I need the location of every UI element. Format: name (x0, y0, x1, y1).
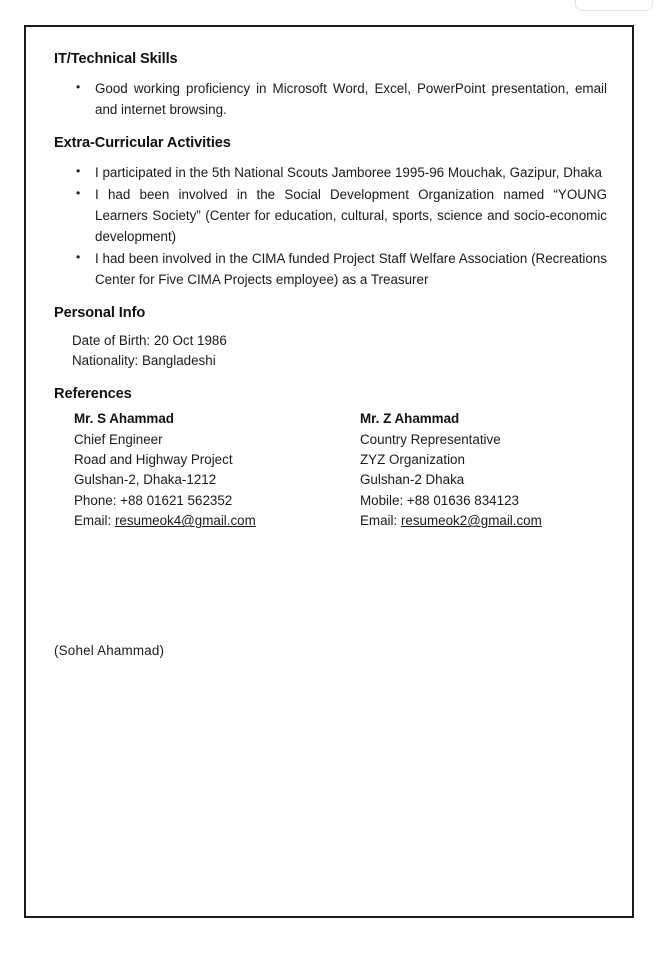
spacer (54, 321, 607, 331)
spacer (54, 121, 607, 135)
reference-organization: Road and Highway Project (74, 451, 233, 467)
list-item: • I had been involved in the Social Development Organization named “YOUNG Learners Society” (Center for education, cultural, sports, science and socio-economic development) (54, 184, 607, 247)
reference-phone: Mobile: +88 01636 834123 (360, 492, 519, 508)
spacer (54, 371, 607, 386)
heading-extra-curricular-activities: Extra-Curricular Activities (54, 134, 231, 151)
reference-entry-2 (360, 409, 640, 531)
list-item: • I had been involved in the CIMA funded Project Staff Welfare Association (Recreations Center for Five CIMA Projects employee) as a Treasurer (54, 248, 607, 290)
list-item: • I participated in the 5th National Scouts Jamboree 1995-96 Mouchak, Gazipur, Dhaka (54, 162, 607, 183)
heading-personal-info: Personal Info (54, 304, 146, 321)
list-item: • Good working proficiency in Microsoft Word, Excel, PowerPoint presentation, email and internet browsing. (54, 78, 607, 120)
document-page (24, 25, 634, 918)
heading-it-technical-skills: IT/Technical Skills (54, 51, 178, 67)
spacer (54, 291, 607, 305)
list-extra-curricular-activities (54, 162, 607, 290)
reference-entry-1 (74, 409, 354, 531)
reference-name: Mr. S Ahammad (74, 411, 174, 427)
document-content (54, 51, 607, 661)
reference-email-link[interactable]: resumeok4@gmail.com (114, 513, 256, 529)
reference-email-link[interactable]: resumeok2@gmail.com (400, 513, 542, 529)
reference-organization: ZYZ Organization (360, 451, 465, 467)
heading-references: References (54, 386, 132, 403)
reference-address: Gulshan-2, Dhaka-1212 (74, 472, 217, 488)
reference-email-row (360, 511, 640, 531)
spacer (54, 68, 607, 78)
personal-info-date-of-birth: Date of Birth: 20 Oct 1986 (72, 333, 227, 349)
signature-line: (Sohel Ahammad) (54, 643, 165, 659)
personal-info-nationality: Nationality: Bangladeshi (72, 353, 216, 369)
top-rounded-chip[interactable] (575, 0, 653, 11)
reference-email-row (74, 511, 354, 531)
reference-title: Chief Engineer (74, 431, 163, 447)
references-block (54, 409, 607, 533)
reference-title: Country Representative (360, 431, 501, 447)
list-it-technical-skills (54, 78, 607, 120)
reference-name: Mr. Z Ahammad (360, 411, 460, 427)
spacer (54, 152, 607, 162)
reference-phone: Phone: +88 01621 562352 (74, 492, 233, 508)
reference-email-label: Email: (74, 513, 115, 529)
reference-address: Gulshan-2 Dhaka (360, 472, 465, 488)
reference-email-label: Email: (360, 513, 401, 529)
